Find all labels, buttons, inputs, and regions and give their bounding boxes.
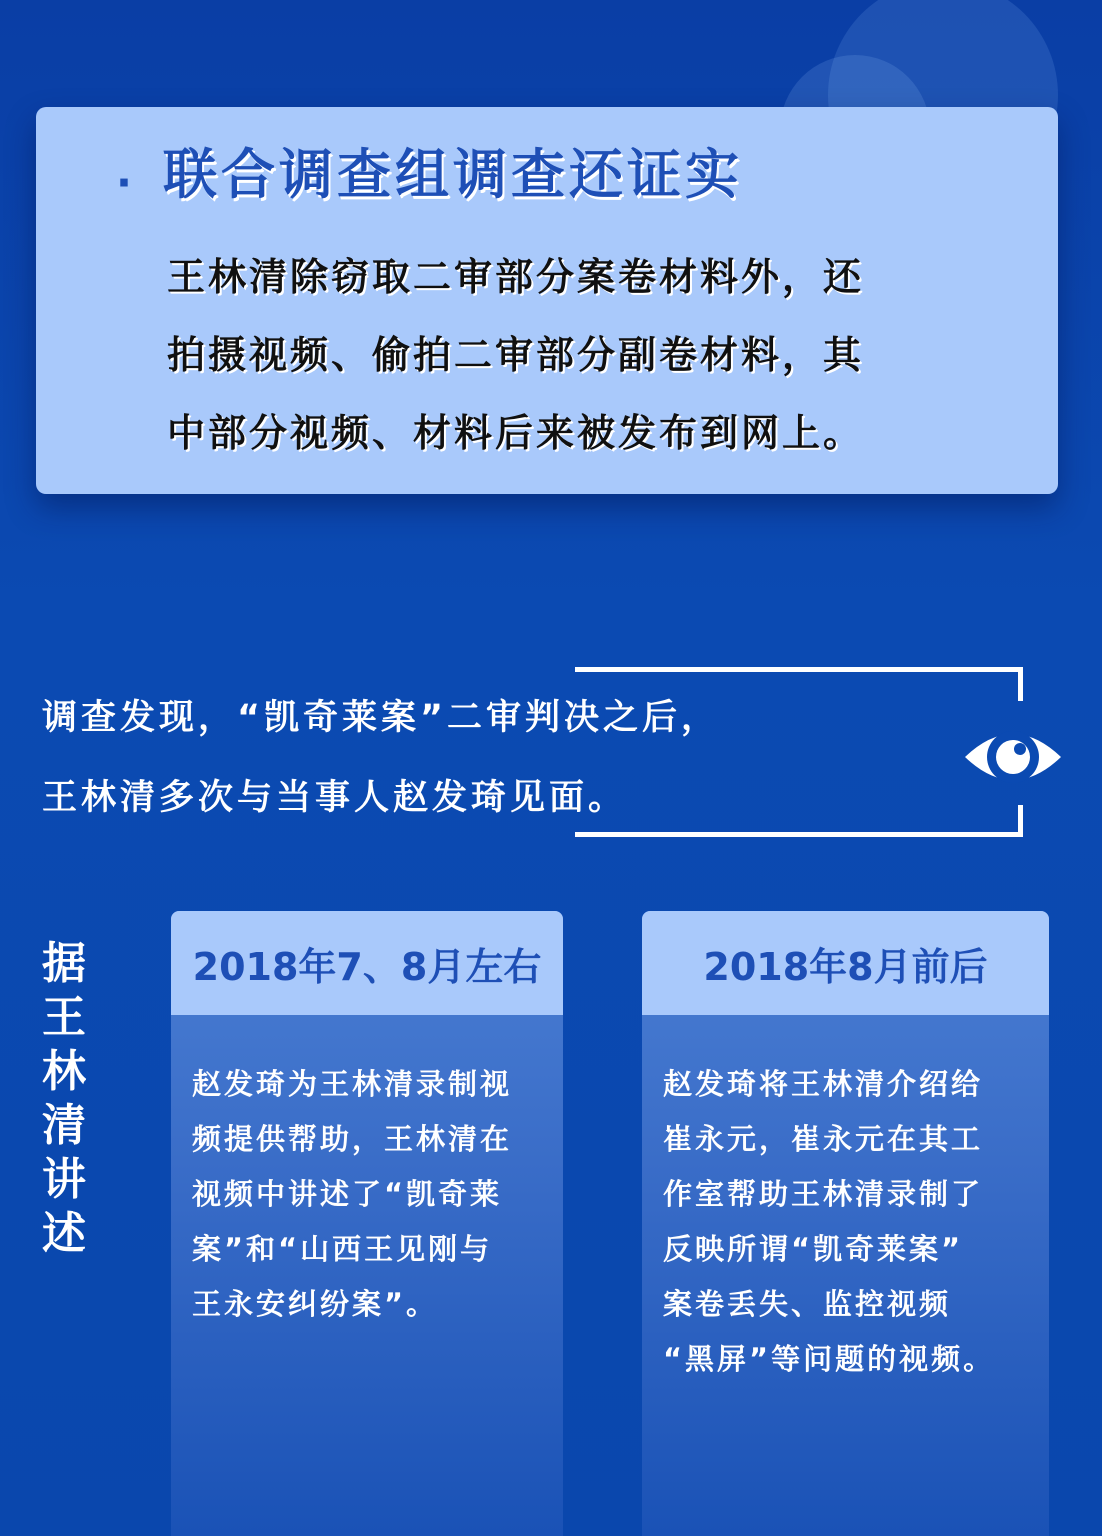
top-card-line: 拍摄视频、偷拍二审部分副卷材料，其 — [167, 333, 865, 377]
top-card-line: 中部分视频、材料后来被发布到网上。 — [167, 411, 865, 455]
timeline-card-heading: 2018年7、8月左右 — [171, 911, 563, 1015]
side-label-char: 林 — [42, 1046, 86, 1097]
timeline-card-line: 王永安纠纷案”。 — [192, 1287, 439, 1321]
timeline-card-line: “黑屏”等问题的视频。 — [663, 1342, 996, 1376]
finding-line-1: 调查发现，“凯奇莱案”二审判决之后， — [42, 698, 721, 738]
finding-line-2: 王林清多次与当事人赵发琦见面。 — [42, 778, 628, 818]
timeline-card-line: 反映所谓“凯奇莱案” — [663, 1232, 964, 1266]
frame-right-bottom-tick — [1018, 805, 1023, 837]
timeline-card-line: 视频中讲述了“凯奇莱 — [192, 1177, 503, 1211]
frame-bottom-line — [575, 832, 1023, 837]
top-card-body — [167, 238, 1007, 472]
timeline-card-line: 作室帮助王林清录制了 — [663, 1177, 984, 1211]
eye-icon — [963, 717, 1063, 797]
timeline-card-line: 崔永元，崔永元在其工 — [663, 1122, 984, 1156]
title-bullet: · — [116, 158, 132, 207]
frame-top-line — [575, 667, 1023, 672]
timeline-card-right — [642, 911, 1049, 1536]
side-label-vertical — [40, 937, 88, 1261]
frame-right-top-tick — [1018, 667, 1023, 701]
side-label-char: 讲 — [42, 1154, 86, 1205]
side-label-char: 清 — [42, 1100, 86, 1151]
timeline-card-line: 案”和“山西王见刚与 — [192, 1232, 493, 1266]
timeline-card-body — [192, 1057, 549, 1332]
timeline-card-heading: 2018年8月前后 — [642, 911, 1049, 1015]
side-label-char: 述 — [42, 1208, 86, 1259]
side-label-char: 据 — [42, 938, 86, 989]
timeline-card-line: 赵发琦为王林清录制视 — [192, 1067, 513, 1101]
top-card-title: 联合调查组调查还证实 — [163, 143, 743, 206]
timeline-card-line: 赵发琦将王林清介绍给 — [663, 1067, 984, 1101]
timeline-card-body — [663, 1057, 1035, 1387]
timeline-card-left — [171, 911, 563, 1536]
side-label-char: 王 — [42, 992, 86, 1043]
top-card-line: 王林清除窃取二审部分案卷材料外，还 — [167, 255, 865, 299]
timeline-card-line: 案卷丢失、监控视频 — [663, 1287, 952, 1321]
timeline-card-line: 频提供帮助，王林清在 — [192, 1122, 513, 1156]
